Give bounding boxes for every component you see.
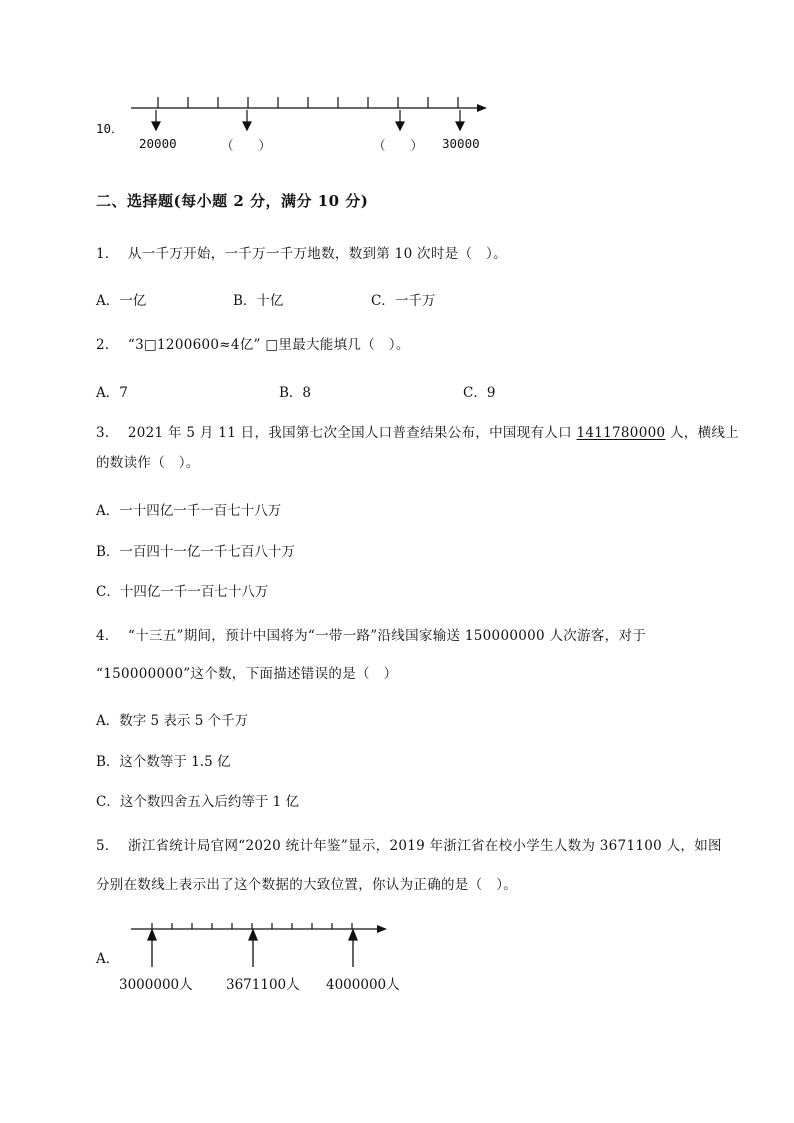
q5-up-arrowhead	[148, 930, 156, 940]
q10-label-30000: 30000	[442, 136, 480, 151]
question-text-after: 人，横线上	[665, 425, 739, 441]
q10-blank-1: （ ）	[221, 138, 272, 153]
q5-label-3000000: 3000000人	[119, 977, 193, 993]
q3-option-c[interactable]: C．十四亿一千一百七十八万	[96, 584, 269, 600]
question-number: 3．	[96, 425, 119, 441]
question-4-line2: “150000000”这个数，下面描述错误的是（ ）	[96, 666, 398, 682]
q3-option-b[interactable]: B．一百四十一亿一千七百八十万	[96, 544, 295, 560]
q10-blank-2: （ ）	[373, 138, 424, 153]
q5-up-arrowhead	[349, 930, 357, 940]
question-number: 1．	[96, 246, 119, 262]
q5-option-a[interactable]: A．	[96, 951, 120, 967]
q4-option-b[interactable]: B．这个数等于 1.5 亿	[96, 754, 231, 770]
q5-up-arrowhead	[249, 930, 257, 940]
q1-option-b[interactable]: B．十亿	[233, 293, 284, 309]
question-text: 2021 年 5 月 11 日，我国第七次全国人口普查结果公布，中国现有人口	[127, 425, 577, 441]
q10-number: 10．	[96, 121, 124, 136]
q4-option-c[interactable]: C．这个数四舍五入后约等于 1 亿	[96, 794, 300, 810]
question-number: 4．	[96, 628, 119, 644]
q5-label-3671100: 3671100人	[226, 977, 300, 993]
q4-option-a[interactable]: A．数字 5 表示 5 个千万	[96, 713, 249, 729]
q1-option-c[interactable]: C．一千万	[371, 293, 436, 309]
q2-option-c[interactable]: C．9	[463, 385, 496, 401]
section-title: 二、选择题(每小题 2 分，满分 10 分)	[96, 192, 369, 210]
question-text: “3□1200600≈4亿” □里最大能填几（ ）。	[127, 337, 410, 353]
q2-option-b[interactable]: B．8	[279, 385, 312, 401]
question-text: 从一千万开始，一千万一千万地数，数到第 10 次时是（ ）。	[127, 246, 507, 262]
question-text: 浙江省统计局官网“2020 统计年鉴”显示，2019 年浙江省在校小学生人数为 3671100 人，如图	[127, 838, 722, 854]
q10-label-20000: 20000	[139, 136, 177, 151]
q5-axis-arrowhead	[377, 925, 387, 933]
q5-ticks	[152, 923, 352, 929]
question-number: 5．	[96, 838, 119, 854]
q1-option-a[interactable]: A．一亿	[96, 293, 147, 309]
q5-label-4000000: 4000000人	[326, 977, 400, 993]
question-number: 2．	[96, 337, 119, 353]
question-text: “十三五”期间，预计中国将为“一带一路”沿线国家输送 150000000 人次游客，对于	[127, 628, 647, 644]
question-3-line2: 的数读作（ ）。	[96, 455, 200, 471]
question-5-line2: 分别在数线上表示出了这个数据的大致位置，你认为正确的是（ ）。	[96, 877, 518, 893]
q2-option-a[interactable]: A．7	[96, 385, 128, 401]
underlined-number: 1411780000	[576, 425, 666, 441]
q3-option-a[interactable]: A．一十四亿一千一百七十八万	[96, 503, 282, 519]
